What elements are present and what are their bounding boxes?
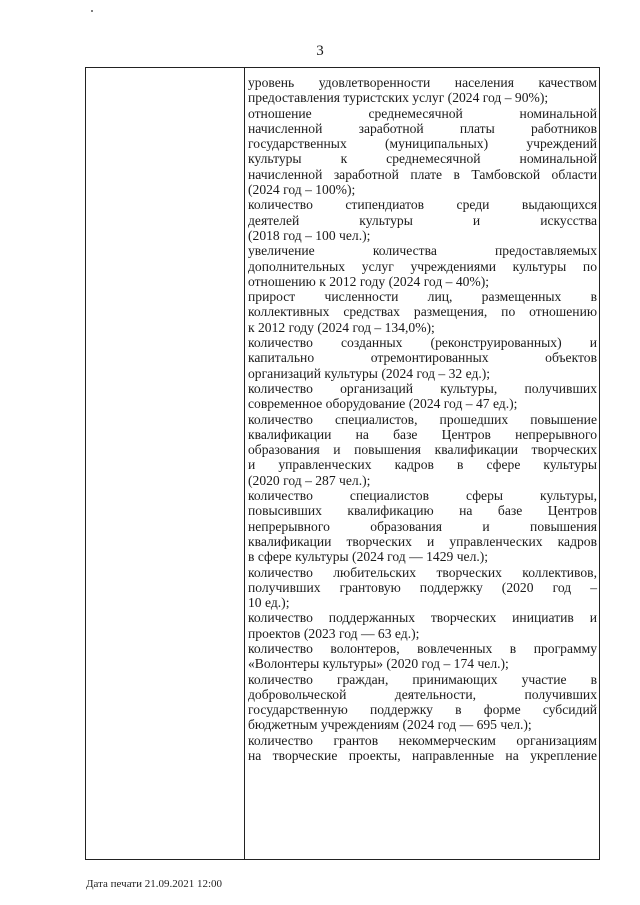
text-line: уровень удовлетворенности населения качеством: [248, 75, 597, 90]
text-line: отношению к 2012 году (2024 год – 40%);: [248, 273, 490, 289]
text-line: количество созданных (реконструированных) и: [248, 335, 597, 351]
text-line: государственную поддержку в форме субсидий: [248, 702, 597, 718]
text-line: (2024 год – 100%);: [248, 182, 356, 198]
text-line: отношение среднемесячной номинальной: [248, 105, 597, 121]
text-line: начисленной заработной плате в Тамбовской области: [248, 166, 597, 182]
text-line: «Волонтеры культуры» (2020 год – 174 чел.);: [248, 656, 509, 672]
text-line: количество волонтеров, вовлеченных в программу: [248, 640, 597, 656]
text-line: коллективных средствах размещения, по отношению: [248, 304, 597, 320]
table-left-column: [86, 68, 244, 859]
text-line: к 2012 году (2024 год – 134,0%);: [248, 319, 435, 335]
text-line: повысивших квалификацию на базе Центров: [248, 503, 597, 519]
text-line: современное оборудование (2024 год – 47 ед.);: [248, 396, 518, 412]
text-line: образования и повышения квалификации творческих: [248, 442, 597, 458]
text-line: деятелей культуры и искусства: [248, 212, 597, 228]
text-line: проектов (2023 год — 63 ед.);: [248, 625, 420, 641]
text-line: непрерывного образования и повышения: [248, 518, 597, 534]
text-line: прирост численности лиц, размещенных в: [248, 289, 597, 305]
text-line: количество поддержанных творческих инициатив и: [248, 610, 597, 626]
text-line: 10 ед.);: [248, 595, 290, 611]
print-date-footer: Дата печати 21.09.2021 12:00: [86, 878, 223, 890]
text-line: количество специалистов сферы культуры,: [248, 488, 597, 504]
text-line: количество организаций культуры, получивших: [248, 380, 597, 396]
scan-speck: [91, 10, 93, 12]
text-line: и управленческих кадров в сфере культуры: [248, 457, 597, 473]
text-line: начисленной заработной платы работников: [248, 120, 597, 136]
column-divider: [244, 68, 245, 859]
text-line: культуры к среднемесячной номинальной: [248, 151, 597, 167]
text-line: государственных (муниципальных) учреждений: [248, 136, 597, 152]
indicators-table: [85, 67, 600, 860]
text-line: количество стипендиатов среди выдающихся: [248, 197, 597, 213]
text-line: количество любительских творческих коллективов,: [248, 564, 597, 580]
text-line: на творческие проекты, направленные на укрепление: [248, 748, 597, 764]
text-line: увеличение количества предоставляемых: [248, 243, 597, 259]
text-line: добровольческой деятельности, получивших: [248, 686, 597, 702]
text-line: получивших грантовую поддержку (2020 год –: [248, 579, 597, 595]
text-line: организаций культуры (2024 год – 32 ед.);: [248, 365, 491, 381]
text-line: (2018 год – 100 чел.);: [248, 227, 371, 243]
text-line: количество грантов некоммерческим организациям: [248, 732, 597, 748]
text-line: предоставления туристских услуг (2024 год – 90%);: [248, 90, 549, 106]
page-number: 3: [316, 43, 324, 59]
table-right-column: [248, 75, 597, 763]
text-line: количество граждан, принимающих участие в: [248, 671, 597, 687]
text-line: (2020 год – 287 чел.);: [248, 472, 371, 488]
text-line: квалификации на базе Центров непрерывного: [248, 426, 597, 442]
text-line: капитально отремонтированных объектов: [248, 350, 597, 366]
text-line: бюджетным учреждениям (2024 год — 695 чел.);: [248, 717, 532, 733]
text-line: в сфере культуры (2024 год — 1429 чел.);: [248, 549, 489, 565]
text-line: количество специалистов, прошедших повышение: [248, 411, 597, 427]
text-line: квалификации творческих и управленческих кадров: [248, 533, 597, 549]
text-line: дополнительных услуг учреждениями культуры по: [248, 258, 597, 274]
